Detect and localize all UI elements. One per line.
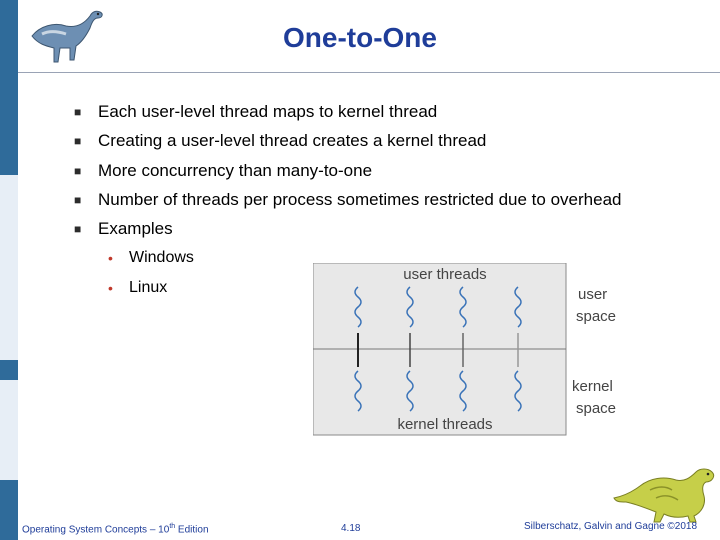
left-bar-segment xyxy=(0,360,18,380)
square-bullet-icon: ■ xyxy=(74,105,82,119)
bullet-text: Examples xyxy=(98,219,173,239)
bullet-text: Number of threads per process sometimes restricted due to overhead xyxy=(98,189,622,209)
footer-page-number: 4.18 xyxy=(341,523,361,534)
kernel-threads-label: kernel threads xyxy=(397,416,493,433)
dot-bullet-icon: • xyxy=(108,250,113,266)
sub-bullet-list xyxy=(108,247,194,306)
footer-left-end: Edition xyxy=(175,524,209,536)
square-bullet-icon: ■ xyxy=(74,163,82,178)
dot-bullet-icon: • xyxy=(108,279,113,296)
footer-left-text: Operating System Concepts – 10 xyxy=(22,524,170,536)
user-space-label-line1: user xyxy=(578,286,608,303)
kernel-space-label-line2: space xyxy=(576,400,617,417)
sub-bullet-item xyxy=(108,247,194,277)
bullet-item xyxy=(74,189,621,218)
slide-title: One-to-One xyxy=(283,22,437,53)
bullet-list xyxy=(74,101,621,247)
footer-authors: Silberschatz, Galvin and Gagne ©2018 xyxy=(524,521,698,532)
square-bullet-icon: ■ xyxy=(74,192,82,207)
title-divider xyxy=(18,72,720,73)
dinosaur-corner-icon xyxy=(610,462,720,524)
user-threads-label: user threads xyxy=(403,266,487,283)
bullet-item xyxy=(74,218,621,247)
bullet-text: More concurrency than many-to-one xyxy=(98,160,373,180)
kernel-space-label-line1: kernel xyxy=(572,378,613,395)
bullet-text: Creating a user-level thread creates a kernel thread xyxy=(98,131,487,151)
footer-book-title xyxy=(22,523,209,535)
square-bullet-icon: ■ xyxy=(74,134,82,149)
bullet-item xyxy=(74,130,621,159)
bullet-item xyxy=(74,101,621,130)
square-bullet-icon: ■ xyxy=(74,222,82,237)
bullet-item xyxy=(74,160,621,189)
bullet-text: Each user-level thread maps to kernel thread xyxy=(98,102,438,121)
user-space-label-line2: space xyxy=(576,308,617,325)
left-bar-segment xyxy=(0,380,18,480)
footer-superscript: th xyxy=(169,523,176,530)
sub-bullet-item xyxy=(108,277,194,307)
left-decor-bar xyxy=(0,0,18,540)
left-bar-segment xyxy=(0,175,18,360)
sub-bullet-text: Windows xyxy=(129,249,194,266)
one-to-one-diagram xyxy=(313,263,633,438)
sub-bullet-text: Linux xyxy=(129,278,168,296)
left-bar-segment xyxy=(0,480,18,540)
